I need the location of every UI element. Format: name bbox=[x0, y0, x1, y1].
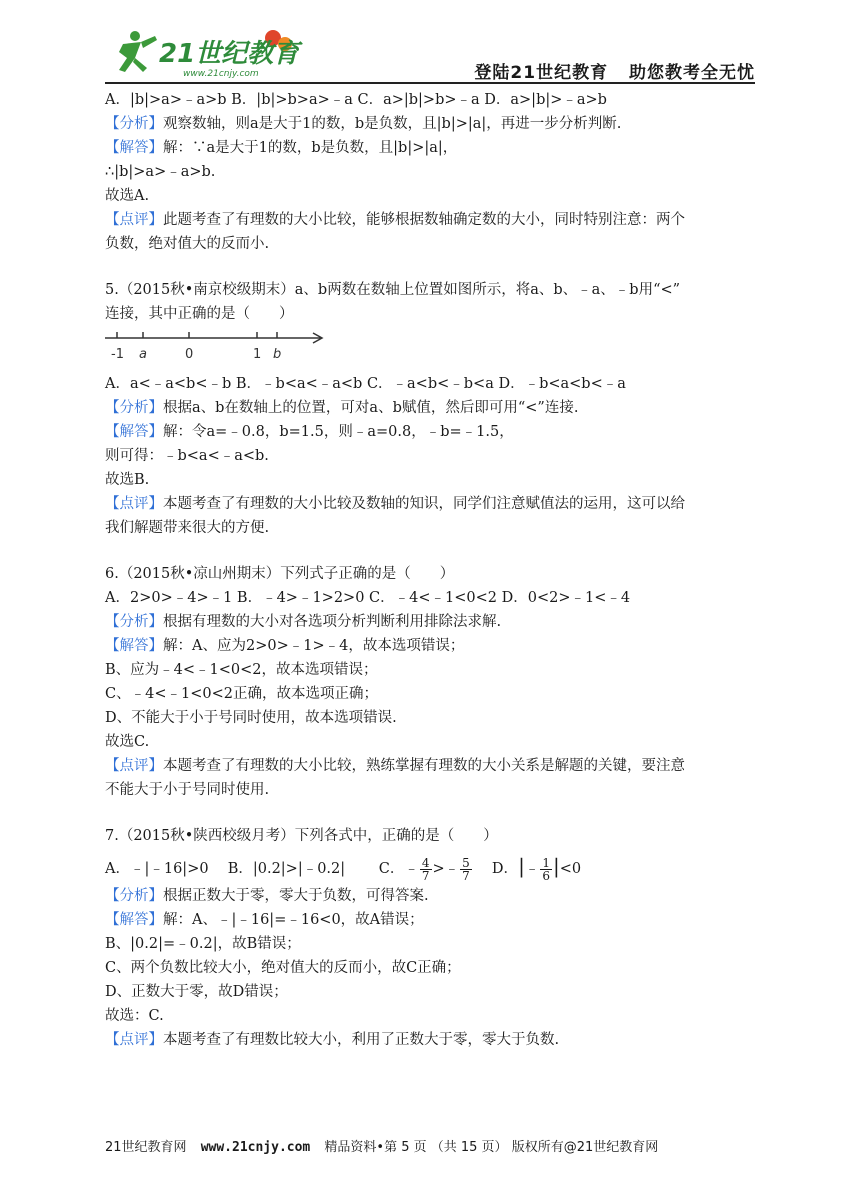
question-6 bbox=[105, 562, 765, 802]
q5-comment-line2: 我们解题带来很大的方便. bbox=[105, 520, 270, 536]
comment-tag: 【点评】 bbox=[105, 212, 163, 228]
q7-comment bbox=[105, 1028, 765, 1052]
q5-answer-text: 解：令a=﹣0.8，b=1.5，则﹣a=0.8，﹣b=﹣1.5， bbox=[163, 424, 514, 440]
q4-answer-text: 解：∵a是大于1的数，b是负数，且|b|>|a|， bbox=[163, 140, 458, 156]
spacer bbox=[105, 256, 765, 278]
q7-option-d-label: D． bbox=[491, 861, 519, 877]
answer-tag: 【解答】 bbox=[105, 424, 163, 440]
q6-answer-text: 解：A、应为2>0>﹣1>﹣4，故本选项错误； bbox=[163, 638, 465, 654]
document-body bbox=[105, 88, 765, 1052]
answer-tag: 【解答】 bbox=[105, 638, 163, 654]
running-figure-icon bbox=[119, 31, 157, 72]
tick-label: 0 bbox=[185, 347, 194, 362]
q6-answer-line4: D、不能大于小于号同时使用，故本选项错误. bbox=[105, 710, 397, 726]
q4-analysis-text: 观察数轴，则a是大于1的数，b是负数，且|b|>|a|，再进一步分析判断. bbox=[163, 116, 622, 132]
q6-answer bbox=[105, 634, 765, 658]
tick-label: b bbox=[273, 347, 282, 362]
comment-tag: 【点评】 bbox=[105, 496, 163, 512]
q4-options: A．|b|>a>﹣a>b B．|b|>b>a>﹣a C．a>|b|>b>﹣a D．a>|b|>﹣a>b bbox=[105, 92, 607, 108]
21cnjy-logo bbox=[105, 28, 305, 80]
q4-comment-text: 此题考查了有理数的大小比较，能够根据数轴确定数的大小，同时特别注意：两个 bbox=[163, 212, 685, 228]
question-7 bbox=[105, 824, 765, 1052]
q7-option-b: B．|0.2|>|﹣0.2| bbox=[227, 861, 346, 877]
answer-tag: 【解答】 bbox=[105, 912, 163, 928]
logo-text: 21世纪教育 bbox=[159, 39, 300, 69]
fraction bbox=[540, 857, 552, 882]
footer-site-link[interactable]: www.21cnjy.com bbox=[200, 1140, 311, 1155]
q6-stem: 6.（2015秋•凉山州期末）下列式子正确的是（ ） bbox=[105, 566, 455, 582]
q6-comment-line2: 不能大于小于号同时使用. bbox=[105, 782, 270, 798]
analysis-tag: 【分析】 bbox=[105, 116, 163, 132]
q7-choice: 故选：C. bbox=[105, 1008, 164, 1024]
question-4 bbox=[105, 88, 765, 256]
footer-left: 21世纪教育网 bbox=[105, 1140, 187, 1155]
q5-options: A．a<﹣a<b<﹣b B．﹣b<a<﹣a<b C．﹣a<b<﹣b<a D．﹣b<a<b<﹣a bbox=[105, 376, 626, 392]
q4-comment bbox=[105, 208, 765, 232]
fraction-numerator: 4 bbox=[421, 855, 430, 870]
logo-url: www.21cnjy.com bbox=[183, 69, 259, 79]
header-slogan: 登陆21世纪教育 助您教考全无忧 bbox=[474, 63, 755, 83]
fraction-denominator: 6 bbox=[542, 868, 550, 883]
q5-answer bbox=[105, 420, 765, 444]
answer-tag: 【解答】 bbox=[105, 140, 163, 156]
number-line-figure bbox=[105, 328, 335, 372]
analysis-tag: 【分析】 bbox=[105, 888, 163, 904]
q5-analysis-text: 根据a、b在数轴上的位置，可对a、b赋值，然后即可用“<”连接. bbox=[163, 400, 579, 416]
q7-analysis-text: 根据正数大于零，零大于负数，可得答案. bbox=[163, 888, 429, 904]
tick-label: a bbox=[139, 347, 147, 362]
analysis-tag: 【分析】 bbox=[105, 614, 163, 630]
q6-comment bbox=[105, 754, 765, 778]
fraction-numerator: 5 bbox=[462, 855, 470, 870]
q5-answer-line2: 则可得：﹣b<a<﹣a<b. bbox=[105, 448, 269, 464]
q6-comment-text: 本题考查了有理数的大小比较，熟练掌握有理数的大小关系是解题的关键，要注意 bbox=[163, 758, 685, 774]
fraction-denominator: 7 bbox=[421, 868, 430, 883]
page-header bbox=[105, 28, 755, 82]
page-footer bbox=[105, 1136, 755, 1155]
footer-page-info: 精品资料•第 5 页 （共 15 页） bbox=[324, 1140, 508, 1155]
q5-number-line bbox=[105, 326, 765, 372]
q7-comment-text: 本题考查了有理数比较大小，利用了正数大于零，零大于负数. bbox=[163, 1032, 560, 1048]
q7-answer-text: 解：A、﹣|﹣16|=﹣16<0，故A错误； bbox=[163, 912, 424, 928]
q4-answer bbox=[105, 136, 765, 160]
q4-comment-line2: 负数，绝对值大的反而小. bbox=[105, 236, 270, 252]
q7-answer-line4: D、正数大于零，故D错误； bbox=[105, 984, 288, 1000]
q6-options: A．2>0>﹣4>﹣1 B．﹣4>﹣1>2>0 C．﹣4<﹣1<0<2 D．0<2>﹣1<﹣4 bbox=[105, 590, 631, 606]
fraction-denominator: 7 bbox=[462, 868, 470, 883]
q6-answer-line2: B、应为﹣4<﹣1<0<2，故本选项错误； bbox=[105, 662, 378, 678]
fraction bbox=[420, 857, 432, 882]
q7-option-d-tail: <0 bbox=[559, 861, 582, 877]
fraction-numerator: 1 bbox=[542, 855, 550, 870]
spacer bbox=[105, 802, 765, 824]
footer-copyright: 版权所有@21世纪教育网 bbox=[511, 1140, 659, 1155]
analysis-tag: 【分析】 bbox=[105, 400, 163, 416]
q7-answer-line3: C、两个负数比较大小，绝对值大的反而小，故C正确； bbox=[105, 960, 461, 976]
question-5 bbox=[105, 278, 765, 540]
fraction bbox=[460, 857, 472, 882]
q6-choice: 故选C. bbox=[105, 734, 150, 750]
q4-answer-line2: ∴|b|>a>﹣a>b. bbox=[105, 164, 216, 180]
q7-stem: 7.（2015秋•陕西校级月考）下列各式中，正确的是（ ） bbox=[105, 828, 498, 844]
q7-answer-line2: B、|0.2|=﹣0.2|，故B错误； bbox=[105, 936, 301, 952]
q5-choice: 故选B. bbox=[105, 472, 150, 488]
q5-analysis bbox=[105, 396, 765, 420]
q5-comment bbox=[105, 492, 765, 516]
spacer bbox=[105, 540, 765, 562]
tick-label: 1 bbox=[253, 347, 262, 362]
q7-options: A．﹣|﹣16|>0 B．|0.2|>|﹣0.2| C．﹣ $\frac{4}{7}$ >﹣ $\frac{5}{7}$ D．|﹣ $\frac{1}{6}$ |<0 bbox=[105, 854, 582, 883]
q6-analysis-text: 根据有理数的大小对各选项分析判断利用排除法求解. bbox=[163, 614, 502, 630]
q6-answer-line3: C、﹣4<﹣1<0<2正确，故本选项正确； bbox=[105, 686, 378, 702]
header-rule bbox=[105, 82, 755, 84]
q5-stem: 5.（2015秋•南京校级期末）a、b两数在数轴上位置如图所示，将a、b、﹣a、﹣b用“<” bbox=[105, 282, 681, 298]
q4-choice: 故选A. bbox=[105, 188, 150, 204]
q5-stem-line2: 连接，其中正确的是（ ） bbox=[105, 306, 294, 322]
q7-analysis bbox=[105, 884, 765, 908]
comment-tag: 【点评】 bbox=[105, 1032, 163, 1048]
comment-tag: 【点评】 bbox=[105, 758, 163, 774]
q7-option-a: A．﹣|﹣16|>0 bbox=[105, 861, 209, 877]
q7-option-c-label: C． bbox=[378, 861, 405, 877]
q7-answer bbox=[105, 908, 765, 932]
tick-label: -1 bbox=[111, 347, 124, 362]
q5-comment-text: 本题考查了有理数的大小比较及数轴的知识，同学们注意赋值法的运用，这可以给 bbox=[163, 496, 685, 512]
q6-analysis bbox=[105, 610, 765, 634]
q4-analysis bbox=[105, 112, 765, 136]
